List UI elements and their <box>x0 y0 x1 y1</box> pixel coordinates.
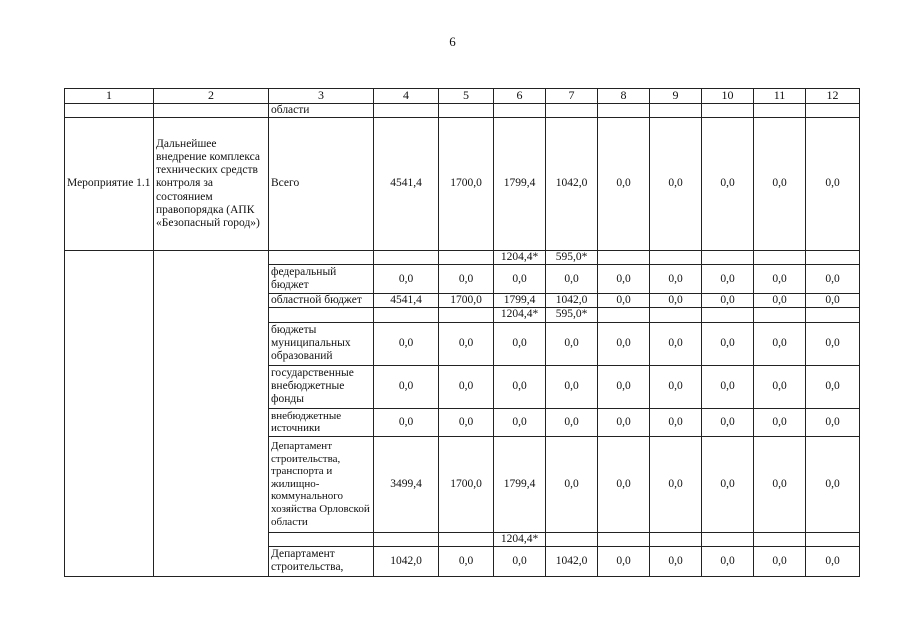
value-cell: 0,0 <box>806 436 860 532</box>
footnote-value-cell: 1204,4* <box>494 308 546 322</box>
value-cell: 0,0 <box>494 322 546 365</box>
funding-source-cell: области <box>269 103 374 117</box>
footnote-value-cell: 595,0* <box>546 308 598 322</box>
value-cell: 0,0 <box>598 436 650 532</box>
value-cell: 4541,4 <box>374 118 439 251</box>
header-cell: 4 <box>374 89 439 104</box>
value-cell: 0,0 <box>650 118 702 251</box>
funding-source-cell: федеральный бюджет <box>269 265 374 294</box>
value-cell: 1700,0 <box>439 118 494 251</box>
header-cell: 11 <box>754 89 806 104</box>
header-row <box>65 89 860 104</box>
value-cell: 0,0 <box>374 365 439 408</box>
value-cell: 0,0 <box>754 322 806 365</box>
value-cell: 0,0 <box>702 265 754 294</box>
value-cell: 0,0 <box>494 265 546 294</box>
value-cell: 1700,0 <box>439 436 494 532</box>
funding-source-cell: бюджеты муниципальных образований <box>269 322 374 365</box>
value-cell: 3499,4 <box>374 436 439 532</box>
value-cell: 0,0 <box>806 294 860 308</box>
value-cell: 0,0 <box>598 365 650 408</box>
value-cell: 0,0 <box>754 265 806 294</box>
value-cell: 0,0 <box>374 408 439 436</box>
value-cell: 0,0 <box>546 365 598 408</box>
value-cell: 1042,0 <box>546 546 598 576</box>
header-cell: 8 <box>598 89 650 104</box>
value-cell: 0,0 <box>754 118 806 251</box>
footnote-value-cell: 1204,4* <box>494 532 546 546</box>
footnote-value-cell: 595,0* <box>546 251 598 265</box>
value-cell: 0,0 <box>598 408 650 436</box>
value-cell: 0,0 <box>702 436 754 532</box>
funding-source-cell: внебюджетные источники <box>269 408 374 436</box>
measure-description: Дальнейшее внедрение комплекса технических средств контроля за состоянием правопорядка (АПК «Безопасный город») <box>154 118 269 251</box>
value-cell: 0,0 <box>702 546 754 576</box>
value-cell: 0,0 <box>494 546 546 576</box>
value-cell: 1700,0 <box>439 294 494 308</box>
value-cell: 0,0 <box>374 322 439 365</box>
value-cell: 0,0 <box>439 265 494 294</box>
funding-source-cell: Департамент строительства, <box>269 546 374 576</box>
header-cell: 1 <box>65 89 154 104</box>
value-cell: 0,0 <box>650 294 702 308</box>
header-cell: 9 <box>650 89 702 104</box>
value-cell: 0,0 <box>494 365 546 408</box>
value-cell: 0,0 <box>598 322 650 365</box>
value-cell: 0,0 <box>439 322 494 365</box>
value-cell: 0,0 <box>650 546 702 576</box>
funding-source-cell: государственные внебюджетные фонды <box>269 365 374 408</box>
value-cell: 0,0 <box>439 365 494 408</box>
value-cell: 0,0 <box>598 546 650 576</box>
value-cell: 0,0 <box>650 265 702 294</box>
value-cell: 1799,4 <box>494 294 546 308</box>
value-cell: 0,0 <box>702 118 754 251</box>
header-cell: 3 <box>269 89 374 104</box>
footnote-value-cell: 1204,4* <box>494 251 546 265</box>
value-cell: 0,0 <box>546 322 598 365</box>
value-cell: 1799,4 <box>494 118 546 251</box>
value-cell: 0,0 <box>754 436 806 532</box>
header-cell: 12 <box>806 89 860 104</box>
value-cell: 0,0 <box>806 546 860 576</box>
value-cell: 0,0 <box>806 322 860 365</box>
budget-table <box>64 88 860 577</box>
merged-empty-cell <box>154 251 269 577</box>
value-cell: 0,0 <box>650 322 702 365</box>
value-cell: 0,0 <box>650 408 702 436</box>
header-cell: 2 <box>154 89 269 104</box>
value-cell: 0,0 <box>754 365 806 408</box>
value-cell: 0,0 <box>806 118 860 251</box>
table-row <box>65 251 860 265</box>
value-cell: 0,0 <box>598 118 650 251</box>
value-cell: 0,0 <box>702 294 754 308</box>
value-cell: 0,0 <box>754 546 806 576</box>
funding-source-cell: Всего <box>269 118 374 251</box>
value-cell: 1042,0 <box>374 546 439 576</box>
value-cell: 0,0 <box>806 408 860 436</box>
value-cell: 0,0 <box>546 436 598 532</box>
value-cell: 0,0 <box>598 294 650 308</box>
value-cell: 0,0 <box>650 365 702 408</box>
value-cell: 0,0 <box>806 265 860 294</box>
value-cell: 0,0 <box>702 365 754 408</box>
measure-label: Мероприятие 1.1 <box>65 118 154 251</box>
funding-source-cell: областной бюджет <box>269 294 374 308</box>
merged-empty-cell <box>65 251 154 577</box>
value-cell: 0,0 <box>754 294 806 308</box>
value-cell: 0,0 <box>546 265 598 294</box>
header-cell: 5 <box>439 89 494 104</box>
value-cell: 1042,0 <box>546 294 598 308</box>
header-cell: 6 <box>494 89 546 104</box>
value-cell: 0,0 <box>702 408 754 436</box>
header-cell: 7 <box>546 89 598 104</box>
value-cell: 4541,4 <box>374 294 439 308</box>
value-cell: 0,0 <box>494 408 546 436</box>
funding-source-cell: Департамент строительства, транспорта и жилищно-коммунального хозяйства Орловской области <box>269 436 374 532</box>
value-cell: 0,0 <box>598 265 650 294</box>
value-cell: 0,0 <box>702 322 754 365</box>
value-cell: 1042,0 <box>546 118 598 251</box>
value-cell: 0,0 <box>439 546 494 576</box>
table-row <box>65 118 860 251</box>
value-cell: 0,0 <box>806 365 860 408</box>
value-cell: 0,0 <box>754 408 806 436</box>
value-cell: 0,0 <box>650 436 702 532</box>
table-row <box>65 103 860 117</box>
header-cell: 10 <box>702 89 754 104</box>
value-cell: 1799,4 <box>494 436 546 532</box>
value-cell: 0,0 <box>439 408 494 436</box>
value-cell: 0,0 <box>546 408 598 436</box>
value-cell: 0,0 <box>374 265 439 294</box>
page-number: 6 <box>449 34 456 49</box>
